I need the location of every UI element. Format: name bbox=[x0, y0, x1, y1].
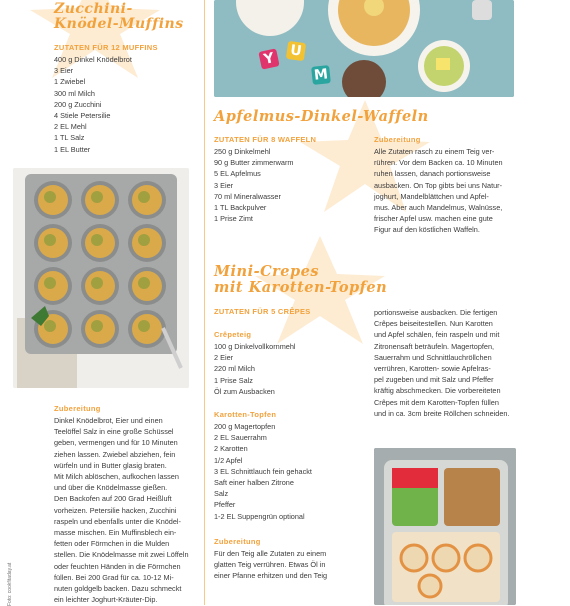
list-item: 250 g Dinkelmehl bbox=[214, 147, 271, 156]
column-divider bbox=[204, 0, 205, 605]
text-line: frischer Apfel usw. machen eine gute bbox=[374, 214, 493, 224]
waffles-illustration bbox=[214, 0, 514, 97]
text-line: würfeln und in Butter glasig braten. bbox=[54, 460, 167, 470]
waffles-photo bbox=[214, 0, 514, 97]
lunchbox-photo bbox=[374, 448, 516, 605]
list-item: 3 Eier bbox=[214, 180, 234, 190]
muffins-ingredients-heading: ZUTATEN FÜR 12 MUFFINS bbox=[54, 43, 158, 52]
text-line: Für den Teig alle Zutaten zu einem bbox=[214, 549, 327, 558]
waffles-prep-heading: Zubereitung bbox=[374, 135, 421, 144]
text-line: ausbacken. On Top gibts bei uns Natur- bbox=[374, 180, 503, 190]
letter-block-y: Y bbox=[258, 48, 279, 69]
list-item: Salz bbox=[214, 489, 229, 499]
text-line: kräftig abschmecken. Die vorbereiteten bbox=[374, 386, 501, 396]
text-line: Figur auf den köstlichen Waffeln. bbox=[374, 225, 480, 235]
muffins-prep-heading: Zubereitung bbox=[54, 404, 101, 413]
muffin-herbs bbox=[138, 277, 150, 289]
muffins-photo bbox=[13, 168, 189, 388]
text-line: joghurt, Mandelblättchen und Apfel- bbox=[374, 191, 489, 201]
muffins-title-line1: Zucchini- bbox=[54, 1, 133, 17]
text-line: ziehen lassen. Zwiebel abziehen, fein bbox=[54, 449, 176, 459]
muffins-title-line2: Knödel-Muffins bbox=[54, 16, 184, 32]
text-line: und in ca. 3cm breite Röllchen schneiden. bbox=[374, 408, 510, 418]
text-line: Alle Zutaten rasch zu einem Teig ver- bbox=[374, 147, 495, 156]
text-line: Mit Milch ablöschen, aufkochen lassen bbox=[54, 472, 179, 482]
list-item: Saft einer halben Zitrone bbox=[214, 478, 294, 488]
list-item: 200 g Magertopfen bbox=[214, 422, 276, 431]
text-line: glatten Teig verrühren. Etwas Öl in bbox=[214, 560, 326, 570]
letter-block-m: M bbox=[311, 65, 331, 85]
waffles-title: Apfelmus-Dinkel-Waffeln bbox=[214, 108, 429, 125]
waffles-ingredients-heading: ZUTATEN FÜR 8 WAFFELN bbox=[214, 135, 317, 144]
photo-credit: Foto: cookfitaday.at bbox=[7, 562, 13, 606]
list-item: 1 TL Salz bbox=[54, 133, 85, 143]
list-item: 1 Prise Salz bbox=[214, 375, 253, 385]
letter-block-u: U bbox=[286, 41, 306, 61]
lunchbox-illustration bbox=[374, 448, 516, 605]
list-item: 2 EL Sauerrahm bbox=[214, 433, 267, 443]
muffins-ingredients-list bbox=[54, 54, 132, 155]
text-line: vorheizen. Petersilie hacken, Zucchini bbox=[54, 505, 177, 515]
text-line: Zitronensaft beträufeln. Magertopfen, bbox=[374, 341, 495, 351]
text-line: Dinkel Knödelbrot, Eier und einen bbox=[54, 416, 163, 425]
muffin-herbs bbox=[44, 234, 56, 246]
text-line: Teelöffel Salz in eine große Schüssel bbox=[54, 427, 174, 437]
list-item: 70 ml Mineralwasser bbox=[214, 191, 281, 201]
muffin-herbs bbox=[44, 320, 56, 332]
list-item: 400 g Dinkel Knödelbrot bbox=[54, 55, 132, 64]
list-item: 1 Prise Zimt bbox=[214, 214, 253, 224]
crepes-title-line2: mit Karotten-Topfen bbox=[214, 279, 388, 296]
crepes-prep-text-continued bbox=[374, 307, 509, 419]
text-line: stellen. Die Knödelmasse mit zwei Löffeln bbox=[54, 550, 189, 560]
text-line: Crêpes mit dem Karotten-Topfen füllen bbox=[374, 397, 499, 407]
list-item: Öl zum Ausbacken bbox=[214, 386, 275, 396]
list-item: 4 Stiele Petersilie bbox=[54, 111, 111, 121]
text-line: Crêpes beiseitestellen. Nun Karotten bbox=[374, 319, 493, 329]
text-line: füllen. Bei 200 Grad für ca. 10-12 Mi- bbox=[54, 572, 174, 582]
crepes-title-line1: Mini-Crepes bbox=[214, 263, 320, 280]
list-item: 1 TL Backpulver bbox=[214, 203, 267, 213]
list-item: 300 ml Milch bbox=[54, 88, 95, 98]
muffin-herbs bbox=[44, 277, 56, 289]
text-line: verrühren, Karotten- sowie Apfelras- bbox=[374, 364, 491, 374]
list-item: 3 EL Schnittlauch fein gehackt bbox=[214, 466, 312, 476]
text-line: oder feuchten Händen in die Förmchen bbox=[54, 561, 181, 571]
text-line: Den Backofen auf 200 Grad Heißluft bbox=[54, 494, 172, 504]
list-item: 2 Eier bbox=[214, 353, 234, 363]
text-line: ein leichter Joghurt-Kräuter-Dip. bbox=[54, 595, 158, 605]
text-line: und Apfel schälen, fein raspeln und mit bbox=[374, 330, 500, 340]
crepes-prep-heading: Zubereitung bbox=[214, 537, 261, 546]
text-line: und über die Knödelmasse gießen. bbox=[54, 483, 168, 493]
text-line: nuten goldgelb backen. Dazu schmeckt bbox=[54, 584, 182, 594]
list-item: 3 Eier bbox=[54, 66, 74, 76]
text-line: mus. Aber auch Mandelmus, Walnüsse, bbox=[374, 203, 503, 213]
list-item: 1 Zwiebel bbox=[54, 77, 86, 87]
muffin-herbs bbox=[91, 191, 103, 203]
muffin-herbs bbox=[138, 191, 150, 203]
text-line: fetten oder Förmchen in die Mulden bbox=[54, 539, 170, 549]
crepes-teig-heading: Crêpeteig bbox=[214, 330, 252, 339]
text-line: portionsweise ausbacken. Die fertigen bbox=[374, 308, 498, 317]
list-item: 100 g Dinkelvollkornmehl bbox=[214, 342, 296, 351]
list-item: 1 EL Butter bbox=[54, 144, 91, 154]
crepes-prep-text bbox=[214, 548, 327, 582]
muffin-herbs bbox=[91, 320, 103, 332]
list-item: 1/2 Apfel bbox=[214, 455, 243, 465]
list-item: 2 EL Mehl bbox=[54, 122, 87, 132]
muffin-herbs bbox=[138, 320, 150, 332]
list-item: 200 g Zucchini bbox=[54, 99, 102, 109]
text-line: masse mischen. Ein Muffinsblech ein- bbox=[54, 528, 177, 538]
crepes-topfen-heading: Karotten-Topfen bbox=[214, 410, 277, 419]
crepes-teig-list bbox=[214, 341, 296, 397]
muffin-herbs bbox=[91, 277, 103, 289]
waffles-prep-text bbox=[374, 146, 503, 236]
list-item: 220 ml Milch bbox=[214, 364, 255, 374]
list-item: 90 g Butter zimmerwarm bbox=[214, 158, 294, 168]
muffin-tray-illustration bbox=[13, 168, 189, 388]
muffins-prep-text bbox=[54, 415, 189, 605]
text-line: einer Pfanne erhitzen und den Teig bbox=[214, 571, 328, 581]
text-line: rühren. Vor dem Backen ca. 10 Minuten bbox=[374, 158, 503, 168]
text-line: pel zugeben und mit Salz und Pfeffer bbox=[374, 375, 494, 385]
muffin-herbs bbox=[91, 234, 103, 246]
text-line: raspeln und ebenfalls unter die Knödel- bbox=[54, 516, 181, 526]
muffin-herbs bbox=[138, 234, 150, 246]
text-line: ruhen lassen, danach portionsweise bbox=[374, 169, 491, 179]
text-line: geben, vermengen und für 10 Minuten bbox=[54, 438, 178, 448]
crepes-topfen-list bbox=[214, 421, 312, 522]
crepes-ingredients-heading: ZUTATEN FÜR 5 CRÊPES bbox=[214, 307, 311, 316]
text-line: Sauerrahm und Schnittlauchröllchen bbox=[374, 352, 492, 362]
list-item: Pfeffer bbox=[214, 500, 236, 510]
list-item: 2 Karotten bbox=[214, 444, 248, 454]
muffin-herbs bbox=[44, 191, 56, 203]
list-item: 5 EL Apfelmus bbox=[214, 169, 261, 179]
waffles-ingredients-list bbox=[214, 146, 293, 224]
list-item: 1-2 EL Suppengrün optional bbox=[214, 511, 305, 521]
